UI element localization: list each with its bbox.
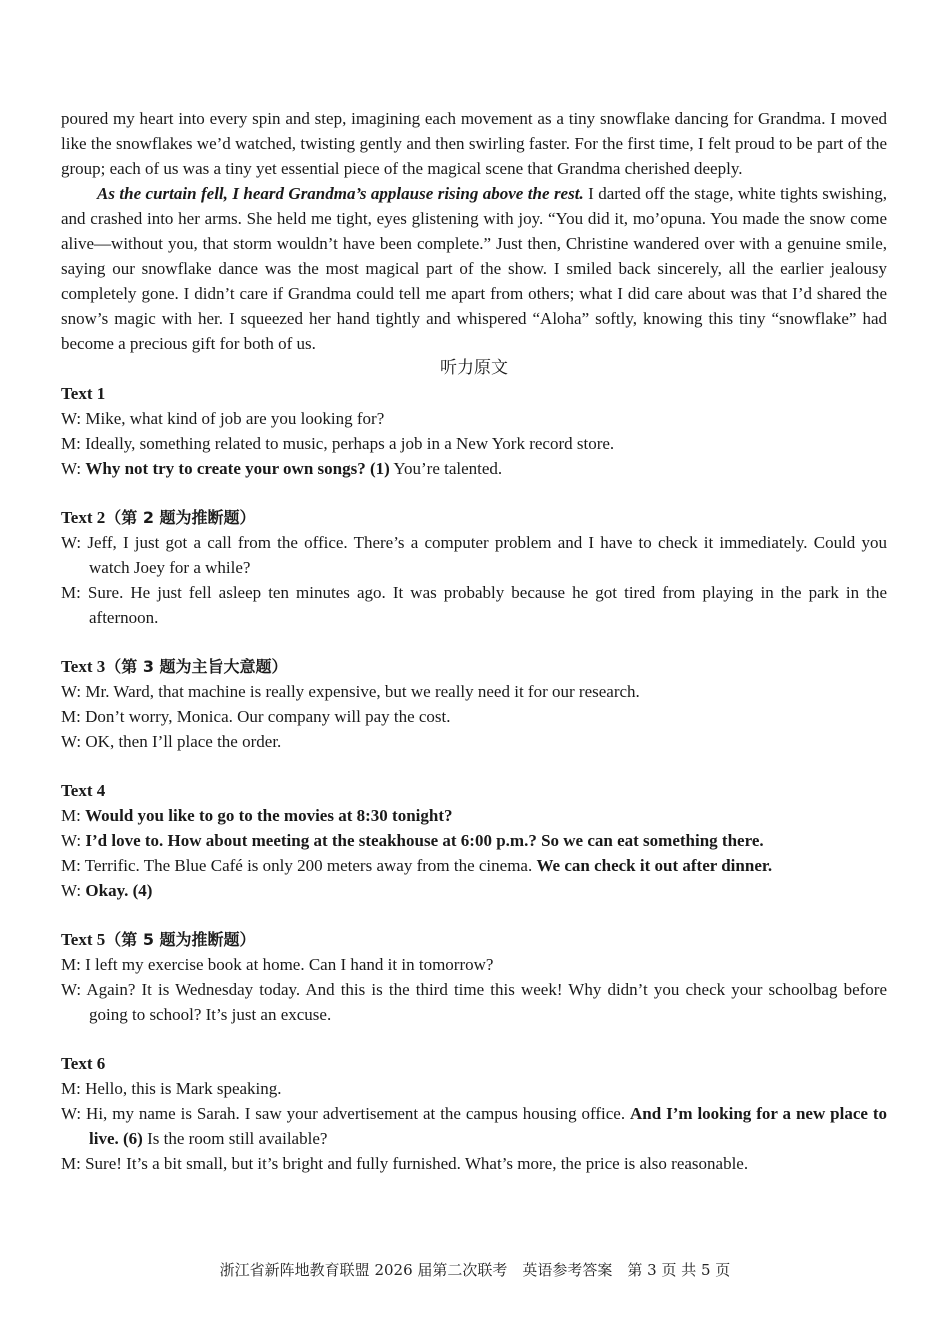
text-5-note: （第 5 题为推断题） bbox=[105, 930, 256, 949]
text-5-line-1: M: I left my exercise book at home. Can I hand it in tomorrow? bbox=[61, 955, 494, 974]
text-3-heading bbox=[61, 654, 887, 679]
text-5-title: Text 5 bbox=[61, 930, 106, 949]
text-6-line-1: M: Hello, this is Mark speaking. bbox=[61, 1079, 282, 1098]
answer-highlight: Would you like to go to the movies at 8:30 tonight? bbox=[85, 806, 453, 825]
text-1-title: Text 1 bbox=[61, 384, 106, 403]
text-3-line-3: W: OK, then I’ll place the order. bbox=[61, 732, 282, 751]
text-6-title: Text 6 bbox=[61, 1054, 106, 1073]
text-1-line-1: W: Mike, what kind of job are you looking for? bbox=[61, 409, 385, 428]
text-5-line-2: W: Again? It is Wednesday today. And this is the third time this week! Why didn’t you check your schoolbag before going to school? It’s just an excuse. bbox=[61, 980, 887, 1024]
text-3-line-1: W: Mr. Ward, that machine is really expensive, but we really need it for our research. bbox=[61, 682, 640, 701]
text-5-heading bbox=[61, 927, 887, 952]
line-remainder: Is the room still available? bbox=[142, 1129, 328, 1148]
dialogue-text-3 bbox=[61, 654, 887, 754]
line-remainder: You’re talented. bbox=[389, 459, 503, 478]
text-3-note: （第 3 题为主旨大意题） bbox=[105, 657, 288, 676]
text-2-title: Text 2 bbox=[61, 508, 106, 527]
text-4-title: Text 4 bbox=[61, 781, 106, 800]
line-start: M: Terrific. The Blue Café is only 200 meters away from the cinema. bbox=[61, 856, 537, 875]
text-3-title: Text 3 bbox=[61, 657, 106, 676]
answer-highlight: We can check it out after dinner. bbox=[536, 856, 773, 875]
speaker-label: W: bbox=[61, 459, 86, 478]
speaker-label: W: bbox=[61, 831, 86, 850]
text-2-line-1: W: Jeff, I just got a call from the office. There’s a computer problem and I have to check it immediately. Could you watch Joey for a while? bbox=[61, 533, 887, 577]
story-paragraph-2-lead: As the curtain fell, I heard Grandma’s applause rising above the rest. bbox=[97, 184, 584, 203]
text-2-note: （第 2 题为推断题） bbox=[105, 508, 256, 527]
dialogue-text-6 bbox=[61, 1051, 887, 1176]
line-start: W: Hi, my name is Sarah. I saw your advertisement at the campus housing office. bbox=[61, 1104, 630, 1123]
text-6-line-2 bbox=[61, 1101, 887, 1151]
answer-highlight: Why not try to create your own songs? (1) bbox=[85, 459, 390, 478]
dialogue-text-4 bbox=[61, 778, 887, 903]
answer-highlight: And I’m looking for a new place to live. (6) bbox=[89, 1104, 887, 1148]
page-footer: 浙江省新阵地教育联盟 2026 届第二次联考 英语参考答案 第 3 页 共 5 页 bbox=[219, 1261, 731, 1279]
text-4-line-3 bbox=[61, 853, 887, 878]
text-4-line-2 bbox=[61, 828, 887, 853]
story-paragraph-1: poured my heart into every spin and step, imagining each movement as a tiny snowflake dancing for Grandma. I moved like the snowflakes we’d watched, twisting gently and then swirling faster. For the first time, I felt proud to be part of the group; each of us was a tiny yet essential piece of the magical scene that Grandma cherished deeply. bbox=[61, 109, 887, 178]
text-2-heading bbox=[61, 505, 887, 530]
speaker-label: M: bbox=[61, 806, 86, 825]
text-3-line-2: M: Don’t worry, Monica. Our company will pay the cost. bbox=[61, 707, 451, 726]
story-paragraph-2-body: I darted off the stage, white tights swishing, and crashed into her arms. She held me tight, eyes glistening with joy. “You did it, mo’opuna. You made the snow come alive—without you, that storm wouldn’t have been complete.” Just then, Christine wandered over with a genuine smile, saying our snowflake dance was the most magical part of the show. I smiled back sincerely, all the earlier jealousy completely gone. I didn’t care if Grandma could tell me apart from others; what I did care about was that I’d shared the snow’s magic with her. I squeezed her hand tightly and whispered “Aloha” softly, knowing this tiny “snowflake” had become a precious gift for both of us. bbox=[61, 184, 888, 353]
dialogue-text-2 bbox=[61, 505, 887, 630]
dialogue-text-1 bbox=[61, 381, 887, 481]
document-page bbox=[61, 106, 887, 1176]
text-4-line-4 bbox=[61, 878, 887, 903]
text-1-line-3 bbox=[61, 456, 887, 481]
text-2-line-2: M: Sure. He just fell asleep ten minutes ago. It was probably because he got tired from playing in the park in the afternoon. bbox=[61, 583, 887, 627]
answer-highlight: I’d love to. How about meeting at the steakhouse at 6:00 p.m.? So we can eat something there. bbox=[85, 831, 764, 850]
text-4-line-1 bbox=[61, 803, 887, 828]
speaker-label: W: bbox=[61, 881, 86, 900]
text-6-line-3: M: Sure! It’s a bit small, but it’s bright and fully furnished. What’s more, the price is also reasonable. bbox=[61, 1154, 749, 1173]
section-title: 听力原文 bbox=[440, 358, 508, 378]
text-1-line-2: M: Ideally, something related to music, perhaps a job in a New York record store. bbox=[61, 434, 615, 453]
answer-highlight: Okay. (4) bbox=[85, 881, 153, 900]
story-paragraph-2 bbox=[61, 181, 887, 356]
dialogue-text-5 bbox=[61, 927, 887, 1027]
